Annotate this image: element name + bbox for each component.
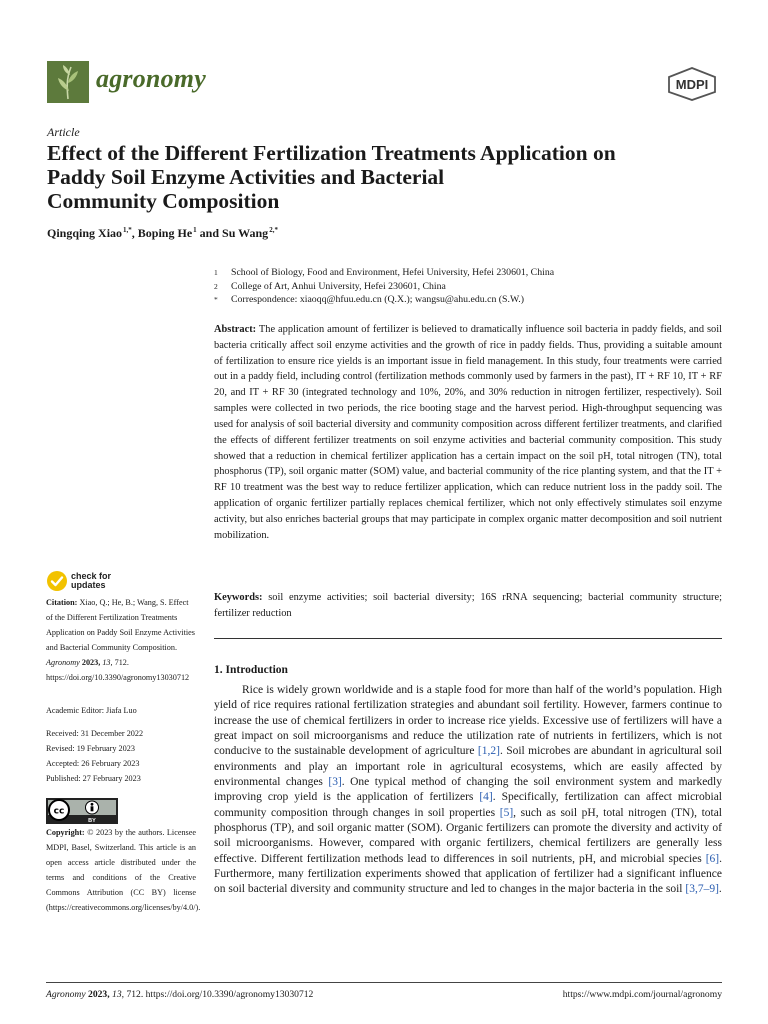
journal-name: agronomy xyxy=(96,64,206,93)
author-affil-mark: 1,* xyxy=(123,226,132,234)
affiliation-mark: 2 xyxy=(214,281,218,291)
author-separator: , xyxy=(131,226,138,240)
copyright-block xyxy=(46,825,201,916)
author-affil-mark: 2,* xyxy=(269,226,278,234)
intro-text: . Furthermore, many fertilization experiments showed that application of fertilizer had a significant influence on soil bacterial diversity and community structure and led to changes in the major bacteria in the soil xyxy=(214,852,723,896)
footer-year: 2023, xyxy=(88,989,110,1000)
affiliation-item xyxy=(214,280,554,294)
citation-volume: 13, xyxy=(102,658,113,668)
affiliations xyxy=(214,266,554,307)
citation-block xyxy=(46,595,196,686)
publication-dates xyxy=(46,726,196,786)
author-separator: and xyxy=(196,226,223,240)
journal-logo-icon xyxy=(47,61,89,103)
citation-year: 2023, xyxy=(81,658,101,668)
introduction-paragraph xyxy=(214,683,722,898)
keywords-label: Keywords: xyxy=(214,592,263,603)
author-name[interactable]: Boping He xyxy=(137,226,193,240)
citation-link[interactable]: [5] xyxy=(499,806,514,819)
date-received: Received: 31 December 2022 xyxy=(46,729,144,738)
affiliation-text: College of Art, Anhui University, Hefei 230601, China xyxy=(231,280,446,292)
cc-by-license-icon[interactable] xyxy=(46,798,118,824)
section-heading-introduction: 1. Introduction xyxy=(214,664,288,676)
keywords xyxy=(214,590,722,622)
footer-doi[interactable]: 712. https://doi.org/10.3390/agronomy13030712 xyxy=(126,989,314,1000)
title-line-2: Paddy Soil Enzyme Activities and Bacterial xyxy=(47,165,445,189)
affiliation-mark: 1 xyxy=(214,268,218,277)
academic-editor: Academic Editor: Jiafa Luo xyxy=(46,706,137,715)
article-type: Article xyxy=(47,125,80,139)
citation-journal: Agronomy xyxy=(46,658,80,668)
date-revised: Revised: 19 February 2023 xyxy=(46,744,135,754)
correspondence-mark: * xyxy=(214,295,218,304)
author-affil-mark: 1 xyxy=(193,226,197,234)
title-line-1: Effect of the Different Fertilization Treatments Application on xyxy=(47,141,616,165)
citation-link[interactable]: [1,2] xyxy=(477,745,500,758)
citation-doi[interactable]: 712. https://doi.org/10.3390/agronomy13030712 xyxy=(46,658,190,683)
publisher-name: MDPI xyxy=(675,77,709,92)
author-name[interactable]: Su Wang xyxy=(222,226,269,240)
date-published: Published: 27 February 2023 xyxy=(46,774,141,784)
footer-volume: 13, xyxy=(112,989,125,1000)
citation-link[interactable]: [4] xyxy=(479,791,493,804)
check-updates-line-1: check for xyxy=(71,571,112,581)
correspondence-item xyxy=(214,293,554,307)
abstract-label: Abstract: xyxy=(214,324,257,335)
citation-link[interactable]: [6] xyxy=(705,852,720,865)
section-divider xyxy=(214,638,722,639)
mdpi-logo-icon xyxy=(666,67,718,101)
keywords-text: soil enzyme activities; soil bacterial diversity; 16S rRNA sequencing; bacterial community structure; fertilizer reduction xyxy=(214,592,722,619)
check-updates-icon xyxy=(46,570,68,592)
author-list xyxy=(47,226,278,241)
title-line-3: Community Composition xyxy=(47,189,280,213)
intro-text: . Soil microbes are abundant in agricultural soil environments and play an important role in agricultural ecosystems, which are easily affected by environmental changes xyxy=(214,745,723,789)
date-accepted: Accepted: 26 February 2023 xyxy=(46,759,140,769)
intro-text: . One typical method of changing the soil environment system and markedly improving crop yield is the application of fertilizers xyxy=(214,776,722,804)
intro-text: . Specifically, fertilization can affect microbial community composition through changes in soil properties xyxy=(214,791,723,819)
citation-link[interactable]: [3,7–9] xyxy=(685,883,719,896)
cc-by-label: BY xyxy=(88,818,96,824)
affiliation-item xyxy=(214,266,554,280)
article-title xyxy=(47,141,727,213)
check-updates-line-2: updates xyxy=(71,580,106,590)
intro-text: . xyxy=(718,883,722,896)
citation-label: Citation: xyxy=(46,598,78,607)
intro-text: , such as soil pH, total nitrogen (TN), total phosphorus (TP), and soil organic matter (SOM). Organic fertilizers can promote the diversity and activity of soil microorganisms. However, compared with organic fertilizers, chemical fertilizers are generally less effective. Different fertilization methods lead to differences in soil nutrients, pH, and microbial species xyxy=(214,806,723,865)
correspondence-text[interactable]: Correspondence: xiaoqq@hfuu.edu.cn (Q.X.); wangsu@ahu.edu.cn (S.W.) xyxy=(231,294,525,305)
footer-divider xyxy=(46,982,722,983)
intro-text: Rice is widely grown worldwide and is a staple food for more than half of the world’s population. High yield of rice requires rational fertilization strategies and abundant soil fertility. However, farmers continue to increase the use of chemical fertilizers in order to increase rice yields. Excessive use of fertilizers will have a great impact on soil microorganisms and reduce the utilization rate of nutrients in fertilizers, which is not conducive to the sustainable development of agriculture xyxy=(214,684,722,758)
affiliation-text: School of Biology, Food and Environment, Hefei University, Hefei 230601, China xyxy=(231,267,555,278)
citation-text: Xiao, Q.; He, B.; Wang, S. Effect of the Different Fertilization Treatments Application on Paddy Soil Enzyme Activities and Bacterial Community Composition. xyxy=(46,598,195,653)
check-for-updates-badge[interactable] xyxy=(46,570,111,592)
check-updates-label xyxy=(71,572,111,590)
copyright-label: Copyright: xyxy=(46,828,85,837)
footer-journal-url[interactable]: https://www.mdpi.com/journal/agronomy xyxy=(562,989,722,1000)
footer-citation xyxy=(46,989,313,1000)
author-name[interactable]: Qingqing Xiao xyxy=(47,226,123,240)
abstract-text: The application amount of fertilizer is believed to dramatically influence soil bacteria in paddy fields, and soil bacteria critically affect soil enzyme activities and the growth of rice in paddy fields. Thus, providing a suitable amount of fertilization to ensure rice yields is an important issue in field management. In this study, four treatments were carried out in a paddy field, including control (fertilization methods commonly used by farmers in the past), IT + RF 10, IT + RF 20, and IT + RF 30 (integrated technology and 10%, 20%, and 30% reduction in nitrogen fertilizer, respectively). Soil samples were collected in two periods, the rice booting stage and the harvest period. High-throughput sequencing was used for analysis of soil bacterial diversity and community composition across different fertilizer treatments, and clarified the effects of different fertilizer treatments on soil enzyme activities and bacterial community composition. This study showed that a reduction in chemical fertilizer application has a certain impact on the soil pH, total nitrogen (TN), total phosphorus (TP), soil organic matter (SOM) value, and bacterial community of the rice planting system, and that the IT + RF 10 treatment was the best way to reduce fertilizer application, which can reduce nutrient loss in the paddy soil. The application of organic fertilizer partially replaces chemical fertilizer, which not only effectively stimulates soil enzyme activity, but also enriches bacterial groups that may participate in complex organic matter decomposition and soil nutrient mobilization. xyxy=(214,324,722,541)
svg-text:cc: cc xyxy=(53,806,65,817)
copyright-text: © 2023 by the authors. Licensee MDPI, Basel, Switzerland. This article is an open access article distributed under the terms and conditions of the Creative Commons Attribution (CC BY) license (https://creativecommons.org/licenses/by/4.0/). xyxy=(46,828,201,913)
footer-journal: Agronomy xyxy=(46,989,86,1000)
citation-link[interactable]: [3] xyxy=(328,776,342,789)
abstract xyxy=(214,322,722,544)
